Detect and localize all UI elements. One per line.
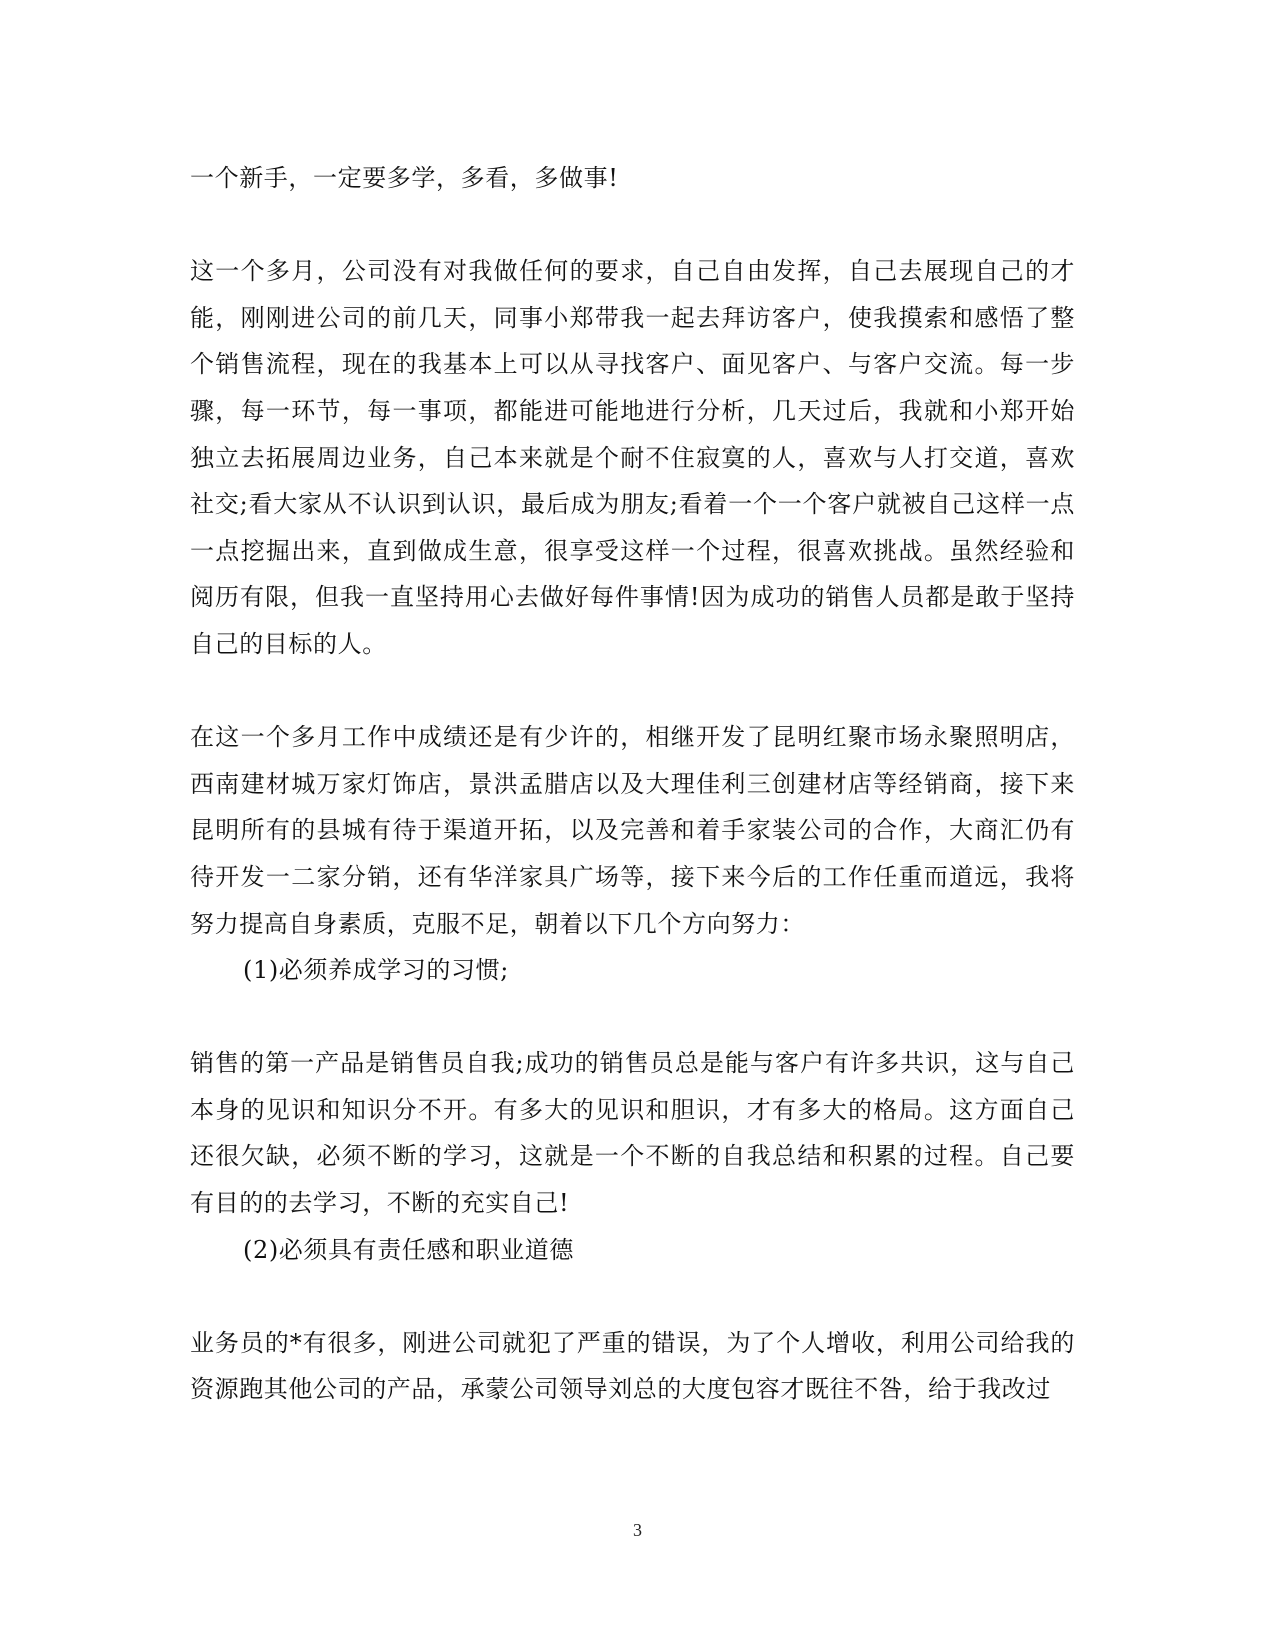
paragraph-4: 销售的第一产品是销售员自我;成功的销售员总是能与客户有许多共识，这与自己本身的见识和知识分不开。有多大的见识和胆识，才有多大的格局。这方面自己还很欠缺，必须不断的学习，这就是一个不断的自我总结和积累的过程。自己要有目的的去学习，不断的充实自己! (190, 1049, 1075, 1218)
document-body (190, 155, 1075, 1413)
paragraph-spacer (190, 668, 1075, 715)
paragraph-spacer (190, 202, 1075, 249)
paragraph-5: 业务员的*有很多，刚进公司就犯了严重的错误，为了个人增收，利用公司给我的资源跑其他公司的产品，承蒙公司领导刘总的大度包容才既往不咎，给于我改过 (190, 1328, 1075, 1404)
page-number: 3 (633, 1520, 642, 1540)
paragraph-spacer (190, 994, 1075, 1041)
list-item-2-heading: (2)必须具有责任感和职业道德 (243, 1235, 574, 1264)
list-item-1-heading: (1)必须养成学习的习惯; (243, 956, 509, 985)
paragraph-3: 在这一个多月工作中成绩还是有少许的，相继开发了昆明红聚市场永聚照明店，西南建材城万家灯饰店，景洪孟腊店以及大理佳利三创建材店等经销商，接下来昆明所有的县城有待于渠道开拓，以及完善和着手家装公司的合作，大商汇仍有待开发一二家分销，还有华洋家具广场等，接下来今后的工作任重而道远，我将努力提高自身素质，克服不足，朝着以下几个方向努力： (190, 723, 1075, 938)
paragraph-spacer (190, 1273, 1075, 1320)
paragraph-2: 这一个多月，公司没有对我做任何的要求，自己自由发挥，自己去展现自己的才能，刚刚进公司的前几天，同事小郑带我一起去拜访客户，使我摸索和感悟了整个销售流程，现在的我基本上可以从寻找客户、面见客户、与客户交流。每一步骤，每一环节，每一事项，都能进可能地进行分析，几天过后，我就和小郑开始独立去拓展周边业务，自己本来就是个耐不住寂寞的人，喜欢与人打交道，喜欢社交;看大家从不认识到认识，最后成为朋友;看着一个一个客户就被自己这样一点一点挖掘出来，直到做成生意，很享受这样一个过程，很喜欢挑战。虽然经验和阅历有限，但我一直坚持用心去做好每件事情!因为成功的销售人员都是敢于坚持自己的目标的人。 (190, 257, 1075, 658)
paragraph-1: 一个新手，一定要多学，多看，多做事! (190, 164, 619, 192)
